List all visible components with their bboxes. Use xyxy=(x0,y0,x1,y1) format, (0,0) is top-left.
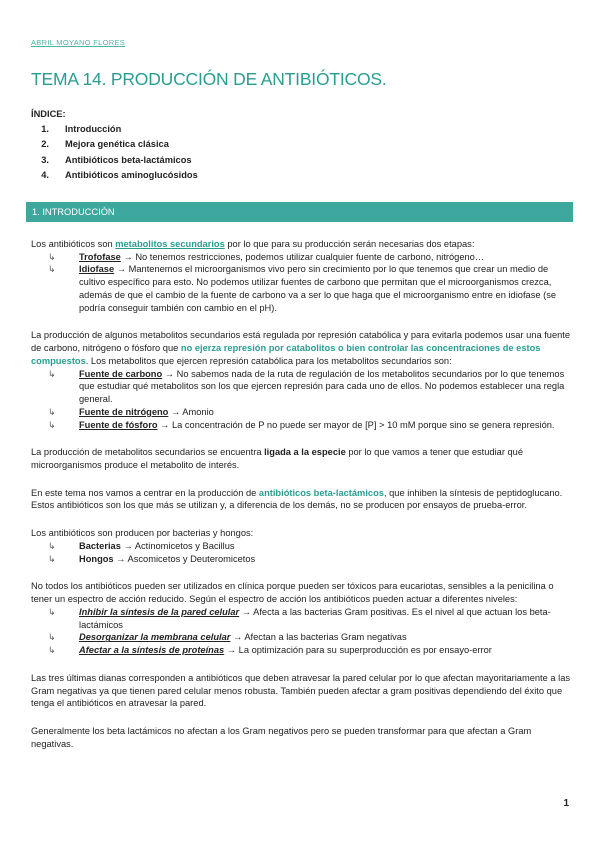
phases-list xyxy=(31,251,575,315)
index-number: 1. xyxy=(41,124,49,134)
text: → Actinomicetos y Bacillus xyxy=(120,540,235,551)
sources-list xyxy=(31,368,575,432)
highlight-especie: ligada a la especie xyxy=(264,447,346,458)
section-header-introduccion xyxy=(26,202,573,222)
paragraph-represion xyxy=(31,329,575,367)
term: Desorganizar la membrana celular xyxy=(79,632,231,643)
text: → La concentración de P no puede ser mayor de [P] > 10 mM porque sino se genera represión. xyxy=(157,419,555,430)
index-item xyxy=(31,138,198,153)
sub-arrow-icon: ↳ xyxy=(48,553,56,564)
section-content xyxy=(31,238,575,751)
index-number: 4. xyxy=(41,169,49,180)
text: La producción de metabolitos secundarios se encuentra xyxy=(31,447,265,458)
sub-arrow-icon: ↳ xyxy=(48,368,56,379)
index-number: 2. xyxy=(41,139,49,150)
list-item xyxy=(31,540,575,553)
text: → Amonio xyxy=(168,406,214,417)
term: Hongos xyxy=(79,553,114,564)
text: , que inhiben la síntesis de peptidoglucano. Estos antibióticos son los que más se utilizan y, a diferencia de los demás, no se producen por ensayos de prueba-error. xyxy=(31,487,563,511)
index-label: ÍNDICE: xyxy=(31,109,66,119)
text: → La optimización para su superproducción es por ensayo-error xyxy=(224,645,492,656)
sub-arrow-icon: ↳ xyxy=(48,632,56,643)
term: Inhibir la síntesis de la pared celular xyxy=(79,606,240,617)
term: Idiofase xyxy=(79,264,115,275)
sub-arrow-icon: ↳ xyxy=(48,419,56,430)
text: → Afectan a las bacterias Gram negativas xyxy=(230,632,407,643)
list-item xyxy=(31,251,575,264)
index-number: 3. xyxy=(41,154,49,165)
highlight-beta-lactamicos: antibióticos beta-lactámicos xyxy=(258,487,384,498)
list-item xyxy=(31,263,575,314)
author-name: ABRIL MOYANO FLORES xyxy=(31,38,126,47)
list-item xyxy=(31,631,575,644)
text: → Mantenemos el microorganismos vivo pero sin crecimiento por lo que tenemos que crear un medio de cultivo específico para esto. No podemos utilizar fuentes de carbono que permitan que el microorganismos crezca, además de que el cambio de la fuente de carbono va a ser lo que haga que el microorganismo entre en idiofase (se podría conseguir también con cambio en el pH). xyxy=(79,264,557,313)
text: → No tenemos restricciones, podemos utilizar cualquier fuente de carbono, nitrógeno… xyxy=(120,251,485,262)
term: Fuente de fósforo xyxy=(79,419,158,430)
list-item xyxy=(31,606,575,631)
section-title: 1. INTRODUCCIÓN xyxy=(32,206,115,217)
text: . Los metabolitos que ejercen represión catabólica para los metabolitos secundarios son: xyxy=(85,355,452,366)
page-title: TEMA 14. PRODUCCIÓN DE ANTIBIÓTICOS. xyxy=(31,69,387,89)
index-item-label: Antibióticos aminoglucósidos xyxy=(65,169,198,180)
text: por lo que vamos a tener que estudiar qué microorganismos produce el metabolito de interés. xyxy=(31,447,524,471)
index-item-label: Introducción xyxy=(65,124,122,134)
text: → Ascomicetos y Deuteromicetos xyxy=(113,553,256,564)
targets-list xyxy=(31,606,575,657)
paragraph-beta-lactamicos xyxy=(31,487,575,512)
paragraph-clinica: No todos los antibióticos pueden ser utilizados en clínica porque pueden ser tóxicos para eucariotas, sensibles a la penicilina o tener un espectro de acción reducido. Según el espectro de acción los antibióticos pueden actuar a diferentes niveles: xyxy=(31,581,554,605)
sub-arrow-icon: ↳ xyxy=(48,606,56,617)
term: Afectar a la síntesis de proteínas xyxy=(79,645,225,656)
term: Bacterias xyxy=(79,540,121,551)
paragraph-generalmente: Generalmente los beta lactámicos no afectan a los Gram negativos pero se pueden transformar para que afectan a Gram negativas. xyxy=(31,726,532,749)
index-item xyxy=(31,169,198,184)
text: En este tema nos vamos a centrar en la producción de xyxy=(31,487,259,498)
sub-arrow-icon: ↳ xyxy=(48,251,56,262)
sub-arrow-icon: ↳ xyxy=(48,264,56,275)
highlight-metabolitos-secundarios: metabolitos secundarios xyxy=(115,239,225,249)
text: por lo que para su producción serán necesarias dos etapas: xyxy=(224,239,475,249)
page-number: 1 xyxy=(563,798,569,809)
paragraph-productores: Los antibióticos son producen por bacterias y hongos: xyxy=(31,528,254,539)
text: → No sabemos nada de la ruta de regulación de los metabolitos secundarios por lo que tenemos que estudiar qué metabolitos son los que ejercen represión para cada uno de ellos. No podemos establecer una regla general. xyxy=(79,368,565,405)
list-item xyxy=(31,368,575,406)
index-item-label: Antibióticos beta-lactámicos xyxy=(65,154,192,165)
producers-list xyxy=(31,540,575,565)
index-list xyxy=(31,123,198,184)
text: → Afecta a las bacterias Gram positivas. Es el nivel al que actuan los beta-lactámicos xyxy=(79,606,551,630)
index-item-label: Mejora genética clásica xyxy=(65,139,169,150)
term: Trofofase xyxy=(79,251,121,262)
sub-arrow-icon: ↳ xyxy=(48,540,56,551)
paragraph-dianas: Las tres últimas dianas corresponden a antibióticos que deben atravesar la pared celular por lo que afectan mayoritariamente a las Gram negativas ya que tienen pared celular menos robusta. También pueden afectar a gram positivas dependiendo del éxito que tenga el antibióticos en atravesar la pared. xyxy=(31,672,571,709)
term: Fuente de nitrógeno xyxy=(79,406,169,417)
text: La producción de algunos metabolitos secundarios está regulada por represión catabólica y para evitarla podemos usar una fuente de carbono, nitrógeno o fósforo que xyxy=(31,330,571,354)
list-item xyxy=(31,419,575,432)
term: Fuente de carbono xyxy=(79,368,163,379)
list-item xyxy=(31,644,575,657)
paragraph-metabolitos xyxy=(31,238,575,251)
sub-arrow-icon: ↳ xyxy=(48,406,56,417)
paragraph-especie xyxy=(31,446,575,471)
index-item xyxy=(31,123,198,138)
text: Los antibióticos son xyxy=(31,239,116,249)
highlight-represion: no ejerza represión por catabolitos o bien controlar las concentraciones de estos compuestos xyxy=(31,343,541,366)
index-item xyxy=(31,154,198,169)
sub-arrow-icon: ↳ xyxy=(48,645,56,656)
list-item xyxy=(31,406,575,419)
list-item xyxy=(31,553,575,566)
